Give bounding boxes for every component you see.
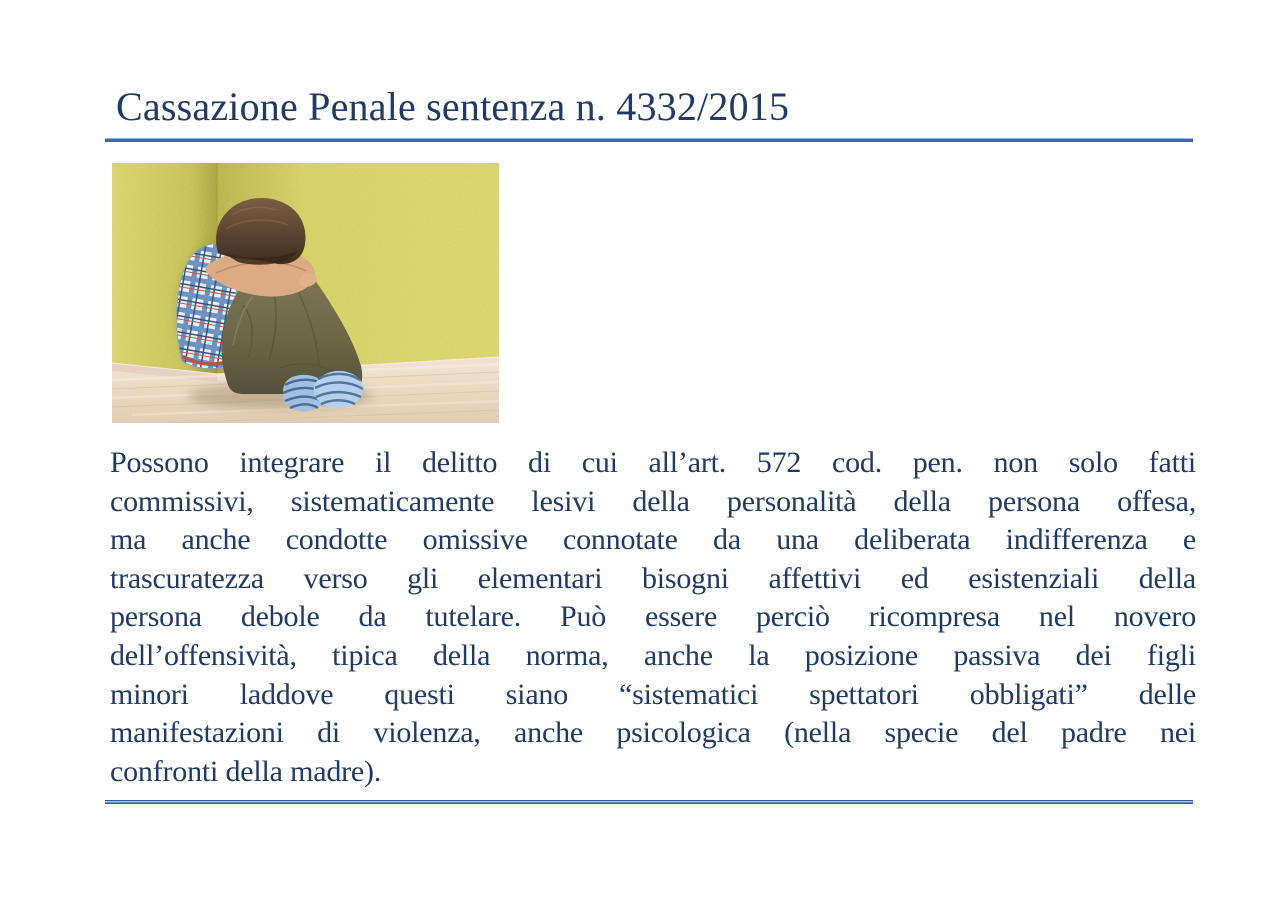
child-in-corner-photo [112, 163, 499, 423]
bottom-rule [105, 800, 1193, 804]
body-line: ma anche condotte omissive connotate da una deliberata indifferenza e [110, 523, 1196, 557]
body-line: dell’offensività, tipica della norma, anche la posizione passiva dei figli [110, 638, 1196, 672]
slide-title: Cassazione Penale sentenza n. 4332/2015 [116, 84, 790, 129]
body-line: manifestazioni di violenza, anche psicologica (nella specie del padre nei [110, 716, 1196, 750]
child-in-corner-illustration [112, 163, 499, 423]
body-line: Possono integrare il delitto di cui all’art. 572 cod. pen. non solo fatti [110, 446, 1196, 479]
body-line: minori laddove questi siano “sistematici spettatori obbligati” delle [110, 677, 1196, 711]
body-line: trascuratezza verso gli elementari bisogni affettivi ed esistenziali della [110, 561, 1196, 595]
title-underline-rule [105, 138, 1193, 142]
body-line: persona debole da tutelare. Può essere perciò ricompresa nel novero [110, 600, 1196, 634]
body-line: confronti della madre). [110, 754, 382, 788]
body-line: commissivi, sistematicamente lesivi della personalità della persona offesa, [110, 484, 1196, 518]
body-paragraph [110, 444, 1196, 791]
